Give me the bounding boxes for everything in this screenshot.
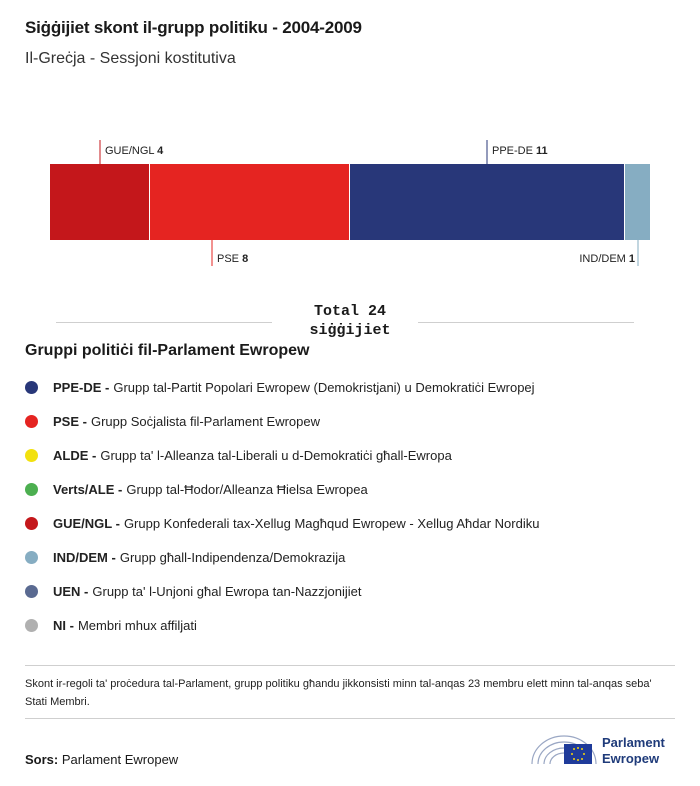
legend-dot-icon — [25, 483, 38, 496]
chart-subtitle: Il-Greċja - Sessjoni kostitutiva — [25, 50, 236, 67]
total-divider-left — [56, 322, 272, 323]
total-line1: Total 24 — [313, 303, 386, 320]
note-divider-top — [25, 665, 675, 666]
logo-text — [602, 735, 665, 767]
legend-item — [25, 370, 539, 404]
legend-item — [25, 506, 539, 540]
legend-dot-icon — [25, 381, 38, 394]
total-divider-right — [418, 322, 634, 323]
legend — [25, 370, 539, 642]
legend-desc: Grupp ta' l-Alleanza tal-Liberali u d-Demokratiċi għall-Ewropa — [100, 447, 452, 463]
legend-item — [25, 404, 539, 438]
legend-abbr: GUE/NGL - — [53, 515, 120, 531]
legend-item — [25, 540, 539, 574]
note-divider-bottom — [25, 718, 675, 719]
legend-abbr: ALDE - — [53, 447, 97, 463]
legend-dot-icon — [25, 449, 38, 462]
legend-dot-icon — [25, 415, 38, 428]
seat-bar-chart — [0, 120, 700, 270]
legend-desc: Grupp Soċjalista fil-Parlament Ewropew — [90, 413, 321, 429]
legend-item — [25, 438, 539, 472]
bar-segment-ppe-de — [350, 164, 624, 240]
bar-segment-gue-ngl — [50, 164, 149, 240]
legend-desc: Grupp ta' l-Unjoni għal Ewropa tan-Nazzjonijiet — [92, 583, 362, 599]
data-label: GUE/NGL 4 — [105, 145, 164, 157]
legend-dot-icon — [25, 551, 38, 564]
chart-title: Siġġijiet skont il-grupp politiku - 2004-2009 — [25, 18, 362, 37]
legend-dot-icon — [25, 517, 38, 530]
legend-item — [25, 574, 539, 608]
legend-abbr: PPE-DE - — [53, 379, 110, 395]
data-label: IND/DEM 1 — [579, 253, 635, 265]
footnote: Skont ir-regoli ta' proċedura tal-Parlament, grupp politiku għandu jikkonsisti minn tal-anqas 23 membru elett minn tal-anqas seba' Stati Membri. — [25, 678, 652, 708]
data-label: PPE-DE 11 — [492, 145, 548, 157]
legend-abbr: Verts/ALE - — [53, 481, 123, 497]
legend-abbr: NI - — [53, 617, 74, 633]
total-line2: siġġijiet — [309, 322, 391, 339]
legend-abbr: IND/DEM - — [53, 549, 116, 565]
source-label: Sors: — [25, 752, 59, 767]
source-value: Parlament Ewropew — [61, 752, 179, 767]
legend-abbr: PSE - — [53, 413, 87, 429]
legend-item — [25, 472, 539, 506]
legend-desc: Membri mhux affiljati — [77, 617, 197, 633]
legend-abbr: UEN - — [53, 583, 89, 599]
bar-segment-pse — [150, 164, 349, 240]
legend-desc: Grupp tal-Partit Popolari Ewropew (Demokristjani) u Demokratiċi Ewropej — [113, 379, 535, 395]
source — [25, 752, 178, 767]
legend-desc: Grupp Konfederali tax-Xellug Magħqud Ewropew - Xellug Aħdar Nordiku — [123, 515, 540, 531]
logo-line1: Parlament — [602, 735, 665, 750]
data-label: PSE 8 — [217, 253, 249, 265]
bar-segment-ind-dem — [625, 164, 650, 240]
legend-item — [25, 608, 539, 642]
legend-desc: Grupp tal-Ħodor/Alleanza Ħielsa Ewropea — [126, 481, 368, 497]
legend-dot-icon — [25, 585, 38, 598]
legend-title: Gruppi politiċi fil-Parlament Ewropew — [25, 342, 310, 359]
logo-line2: Ewropew — [602, 751, 660, 766]
legend-dot-icon — [25, 619, 38, 632]
total-seats-label — [280, 302, 420, 340]
legend-desc: Grupp għall-Indipendenza/Demokrazija — [119, 549, 346, 565]
